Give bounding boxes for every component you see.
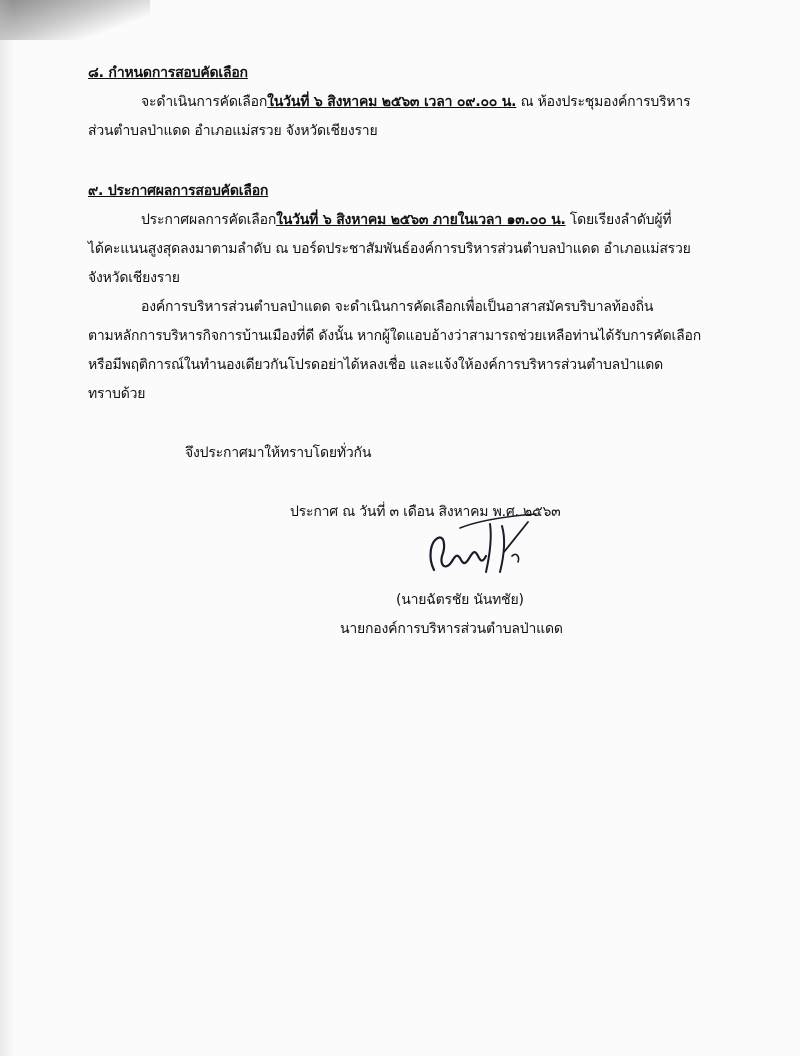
section-9-paragraph-2-line-3: หรือมีพฤติการณ์ในทำนองเดียวกันโปรดอย่าได้หลงเชื่อ และแจ้งให้องค์การบริหารส่วนตำบลป่าแดด [88,357,664,373]
section-9-paragraph-1-line-1 [141,210,671,230]
section-9-paragraph-1-line-3: จังหวัดเชียงราย [88,270,180,286]
section-8-text: จะดำเนินการคัดเลือก [141,94,268,110]
scan-corner-shadow [0,0,150,40]
section-8-heading: ๘. กำหนดการสอบคัดเลือก [88,65,248,81]
signer-title: นายกองค์การบริหารส่วนตำบลป่าแดด [340,621,563,637]
signature-image [420,512,540,582]
section-9-text: โดยเรียงลำดับผู้ที่ [565,212,672,228]
signer-name: (นายฉัตรชัย นันทชัย) [396,592,524,608]
announcement-date: ประกาศ ณ วันที่ ๓ เดือน สิงหาคม พ.ศ. ๒๕๖๓ [290,504,561,520]
section-8-exam-datetime: ในวันที่ ๖ สิงหาคม ๒๕๖๓ เวลา ๐๙.๐๐ น. [267,94,517,110]
section-9-heading: ๙. ประกาศผลการสอบคัดเลือก [88,183,269,199]
closing-announcement: จึงประกาศมาให้ทราบโดยทั่วกัน [185,445,372,461]
section-8-text: ณ ห้องประชุมองค์การบริหาร [516,94,691,110]
section-8-paragraph-line-2: ส่วนตำบลป่าแดด อำเภอแม่สรวย จังหวัดเชียงราย [88,123,378,139]
section-8-paragraph-line-1 [141,92,690,112]
section-9-paragraph-2-line-4: ทราบด้วย [88,386,146,402]
section-9-text: ประกาศผลการคัดเลือก [141,212,277,228]
scan-edge-shade [0,0,14,1056]
section-9-paragraph-2-line-2: ตามหลักการบริหารกิจการบ้านเมืองที่ดี ดังนั้น หากผู้ใดแอบอ้างว่าสามารถช่วยเหลือท่านได้รับการคัดเลือก [88,328,702,344]
section-9-result-datetime: ในวันที่ ๖ สิงหาคม ๒๕๖๓ ภายในเวลา ๑๓.๐๐ น. [276,212,566,228]
section-9-paragraph-1-line-2: ได้คะแนนสูงสุดลงมาตามลำดับ ณ บอร์ดประชาสัมพันธ์องค์การบริหารส่วนตำบลป่าแดด อำเภอแม่สรวย [88,241,691,257]
section-9-paragraph-2-line-1: องค์การบริหารส่วนตำบลป่าแดด จะดำเนินการคัดเลือกเพื่อเป็นอาสาสมัครบริบาลท้องถิ่น [141,299,654,315]
